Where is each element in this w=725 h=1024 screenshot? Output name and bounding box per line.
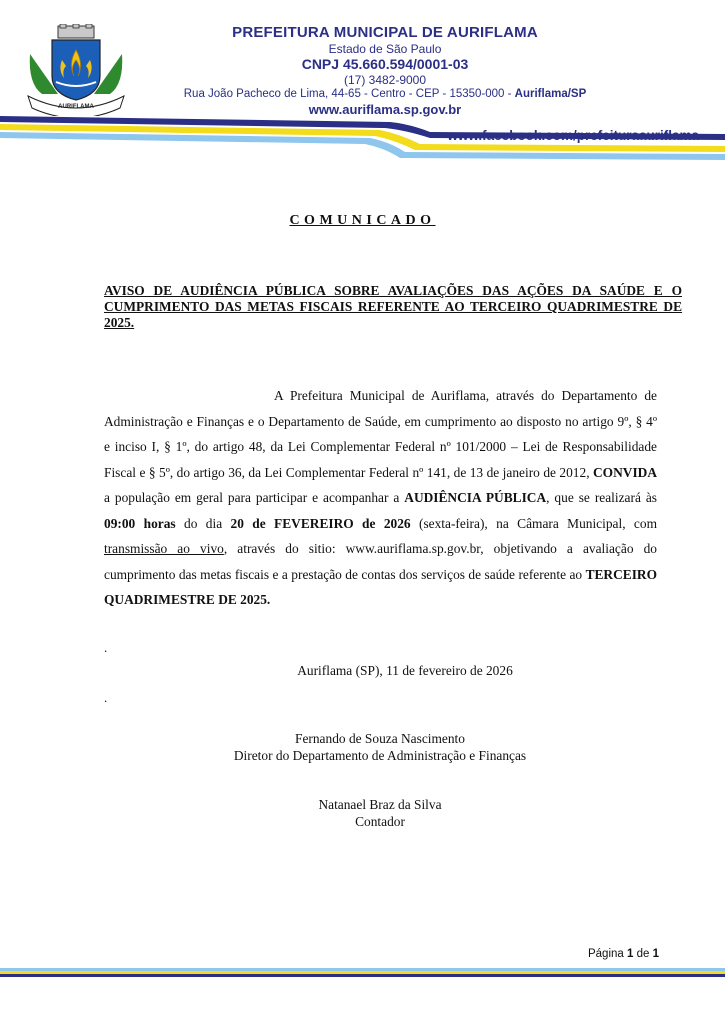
address-city: Auriflama/SP [514,88,587,100]
body-bold-time: 09:00 horas [104,515,176,531]
document-title: COMUNICADO [289,213,436,228]
phone: (17) 3482-9000 [343,73,427,87]
body-text-2: a população em geral para participar e acompanhar a [104,490,405,505]
body-bold-convida: CONVIDA [593,464,657,480]
signatory-role: Contador [355,814,405,829]
document-subject: AVISO DE AUDIÊNCIA PÚBLICA SOBRE AVALIAÇÕES DAS AÇÕES DA SAÚDE E O CUMPRIMENTO DAS METAS FISCAIS REFERENTE AO TERCEIRO QUADRIMESTRE DE 2025. [104,283,682,330]
address-street: Rua João Pacheco de Lima, 44-65 - Centro - CEP - 15350-000 - [183,88,515,100]
body-text-4: do dia [175,515,231,531]
address [120,87,650,101]
crest-motto: AURIFLAMA [58,104,94,110]
body-text-3: , que se realizará às [546,490,657,505]
body-bold-date: 20 de FEVEREIRO de 2026 [230,515,411,531]
municipal-coat-of-arms-logo [22,24,130,116]
body-text-1: A Prefeitura Municipal de Auriflama, através do Departamento de Administração e Finanças e o Departamento de Saúde, em cumprimento ao disposto no artigo 9º, § 4º e inciso I, § 1º, do artigo 48, da Lei Complementar Federal nº 101/2000 – Lei de Responsabilidade Fiscal e § 5º, do artigo 36, da Lei Complementar Federal nº 141, de 13 de janeiro de 2012, [104,388,657,480]
page-label: Página [587,948,627,960]
signatory-name: Fernando de Souza Nascimento [295,731,465,746]
signature-block [0,796,725,830]
signatory-name: Natanael Braz da Silva [318,797,442,812]
cnpj: CNPJ 45.660.594/0001-03 [301,56,469,72]
body-paragraph [104,383,657,613]
signatory-role: Diretor do Departamento de Administração e Finanças [233,748,527,763]
body-underline-live: transmissão ao vivo [104,541,224,556]
separator-dot: . [104,690,108,705]
body-bold-quadrimestre: TERCEIRO QUADRIMESTRE DE 2025. [104,566,657,607]
separator-dot: . [104,640,108,655]
page-separator: de [633,948,653,960]
date-line: Auriflama (SP), 11 de fevereiro de 2026 [297,663,513,678]
body-text-6: , através do sitio: www.auriflama.sp.gov.br, objetivando a avaliação do cumprimento das metas fiscais e a prestação de contas dos serviços de saúde referente ao [104,541,657,582]
body-bold-audiencia: AUDIÊNCIA PÚBLICA [404,490,547,505]
facebook-link[interactable]: www.facebook.com/prefeituraauriflama [447,128,699,143]
page-current: 1 [627,948,634,960]
body-text-5: (sexta-feira), na Câmara Municipal, com [410,515,657,531]
letterhead [160,24,610,118]
state-name: Estado de São Paulo [328,42,442,56]
org-name: PREFEITURA MUNICIPAL DE AURIFLAMA [232,24,538,41]
signature-block [0,730,725,764]
footer-stripes [0,968,725,978]
page-number [588,948,659,960]
website-link[interactable]: www.auriflama.sp.gov.br [308,102,462,117]
page-total: 1 [652,948,659,960]
